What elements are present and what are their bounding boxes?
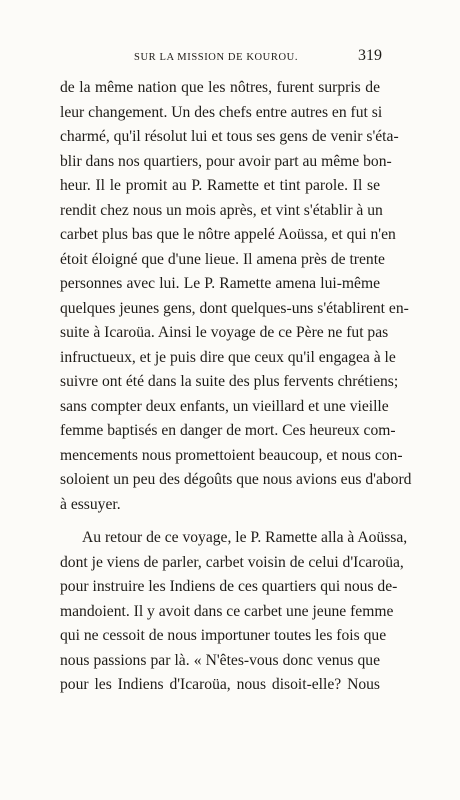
text-line: de la même nation que les nôtres, furent surpris de [60, 79, 380, 96]
text-line: mandoient. Il y avoit dans ce carbet une jeune femme [60, 602, 394, 620]
text-line: suite à Icaroüa. Ainsi le voyage de ce Père ne fut pas [60, 324, 389, 341]
text-line: pour instruire les Indiens de ces quartiers qui nous de- [60, 578, 398, 595]
text-line: quelques jeunes gens, dont quelques-uns s'établirent en- [60, 299, 409, 317]
text-line: mencements nous promettoient beaucoup, et nous con- [60, 446, 403, 464]
text-line: soloient un peu des dégoûts que nous avions eus d'abord [60, 471, 412, 488]
text-line: blir dans nos quartiers, pour avoir part au même bon- [60, 152, 392, 170]
text-line: femme baptisés en danger de mort. Ces heureux com- [60, 422, 396, 439]
text-line: Au retour de ce voyage, le P. Ramette alla à Aoüssa, [82, 529, 408, 546]
text-line: personnes avec lui. Le P. Ramette amena lui-même [60, 275, 380, 292]
text-line: étoit éloigné que d'une lieue. Il amena près de trente [60, 250, 385, 268]
text-line: pour les Indiens d'Icaroüa, nous disoit-elle? Nous [60, 676, 380, 693]
text-line: sans compter deux enfants, un vieillard et une vieille [60, 397, 389, 415]
body-text [60, 76, 412, 698]
text-line: infructueux, et je puis dire que ceux qu'il engagea à le [60, 348, 396, 366]
text-line: qui ne cessoit de nous importuner toutes les fois que [60, 627, 387, 644]
text-line: suivre ont été dans la suite des plus fervents chrétiens; [60, 373, 399, 390]
text-line: leur changement. Un des chefs entre autres en fut si [60, 103, 383, 121]
running-head: SUR LA MISSION DE KOUROU. [134, 52, 299, 63]
text-line: rendit chez nous un mois après, et vint s'établir à un [60, 201, 383, 219]
text-line: nous passions par là. « N'êtes-vous donc venus que [60, 651, 380, 669]
paragraph [60, 526, 408, 698]
paragraph [60, 76, 412, 517]
text-line: carbet plus bas que le nôtre appelé Aoüssa, et qui n'en [60, 226, 396, 243]
text-line: heur. Il le promit au P. Ramette et tint parole. Il se [60, 177, 380, 194]
text-line: dont je viens de parler, carbet voisin de celui d'Icaroüa, [60, 553, 404, 571]
text-line: à essuyer. [60, 495, 121, 513]
text-line: charmé, qu'il résolut lui et tous ses gens de venir s'éta- [60, 128, 399, 145]
page-header [60, 46, 382, 66]
page-number: 319 [358, 47, 382, 64]
paragraph-spacer [60, 517, 380, 526]
